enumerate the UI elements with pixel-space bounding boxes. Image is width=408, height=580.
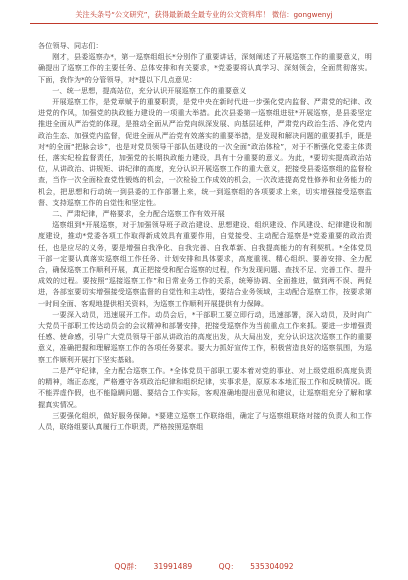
footer-qq-label: QQ： xyxy=(218,562,239,571)
footer-qq-group-value: 31991489 xyxy=(153,562,193,571)
paragraph: 二、严肃纪律，严格要求，全力配合巡察工作有效开展 xyxy=(52,209,225,219)
header-banner-text: 关注头条号“公文研究”，获得最新最全最专业的公文资料库！ 微信：gongwenyj xyxy=(75,10,333,19)
document-body xyxy=(38,40,372,552)
paragraph: 三要强化组织，做好服务保障。*要建立巡察工作联络组，确定了与巡察组联络对接的负责人和工作人员，联络组要认真履行工作职责，严格按照巡察组 xyxy=(38,410,372,431)
paragraph: 二是严守纪律，全力配合巡察工作。*全体党员干部职工要本着对党的事业、对上级党组织高度负责的精神，端正态度，严格遵守各项政治纪律和组织纪律，实事求是，原原本本地汇报工作和反映情况。既不能弄虚作假，也不能隐瞒问题、要结合工作实际，客观准确地提出意见和建议，让巡察组充分了解和掌握真实情况。 xyxy=(38,365,372,409)
footer-qq-group xyxy=(108,562,198,571)
paragraph: 一要深入动员，迅速展开工作。动员会后，*干部职工要立即行动，迅速部署，深入动员，及时向广大党员干部职工传达动员会的会议精神和部署安排，把接受巡察作为当前重点工作来抓。要进一步增强责任感、使命感，引导广大党员领导干部从讲政治的高度出发，从大局出发，充分认识这次巡察工作的重要意义，准确把握和理解巡察工作的各项任务要求。要大力抓好宣传工作，积极营造良好的巡察氛围，为巡察工作顺利开展打下坚实基础。 xyxy=(38,309,372,364)
footer-qq-group-label: QQ群： xyxy=(114,562,142,571)
footer-contact xyxy=(0,561,408,572)
footer-qq xyxy=(213,562,300,571)
header-banner xyxy=(30,10,378,24)
salutation: 各位领导、同志们： xyxy=(38,41,103,50)
paragraph: 巡察组到*开展巡察，对于加强领导班子政治建设、思想建设、组织建设、作风建设、纪律建设和制度建设，推动*党委各项工作取得新成效具有重要作用，自觉接受、主动配合巡察是*党委重要的政治责任，也是应尽的义务，要是增强自我净化、自我完善、自我革新、自我提高能力的有利契机。*全体党员干部一定要认真落实巡察组工作任务、计划安排和具体要求，高度重视、精心组织、要善安排、全力配合，确保巡察工作顺利开展，真正把接受和配合巡察的过程，作为发现问题、查找不足、完善工作、提升成效的过程。要按照“巡接巡察工作”和日常业务工作的关系，统筹协调、全面推进，做到两不误、两促进，各部室要切实增强接受巡察监督的自觉性和主动性，要结合业务领域，主动配合巡察工作，按要求第一时间全面、客观地提供相关资料，为巡察工作顺利开展提供有力保障。 xyxy=(38,220,372,308)
paragraph: 刚才，县委巡察办*，第一巡察组组长*分别作了重要讲话，深刻阐述了开展巡察工作的重要意义，明确提出了巡察工作的主要任务、总体安排和有关要求，*党委要将认真学习、深刻领会，全面贯彻落实。下面，我作为*的分管领导，对*提以下几点意见： xyxy=(38,52,372,84)
paragraph: 一、统一思想，提高站位，充分认识开展巡察工作的重要意义 xyxy=(52,85,247,95)
footer-qq-value: 535304092 xyxy=(250,562,294,571)
paragraph: 开展巡察工作，是党章赋予的重要职责，是党中央在新时代进一步强化党内监督、严肃党的纪律、改进党的作风，加强党的执政能力建设的一项重大举措。此次县委第一巡察组进驻*开展巡察，是县委坚定推进全面从严治党的体现，是推动全面从严治党向纵深发展、向基层延伸，严肃党内政治生活、净化党内政治生态、加强党内监督，促进全面从严治党有效落实的重要举措，是发现和解决问题的重要抓手，既是对*的全面“把脉会诊”，也是对党员领导干部队伍建设的一次全面“政治体检”，对于不断强化党委主体责任，落实纪检监督责任，加强党的长期执政能力建设，具有十分重要的意义。为此，*要切实提高政治站位，从讲政治、讲规矩、讲纪律的高度，充分认识开展巡察工作的重大意义，把接受县委巡察组的监督检查，当作一次全面检查党性锻炼的机会，一次检验工作成效的机会，一次改进提高党性修养和业务能力的机会，把思想和行动统一到县委的工作部署上来，统一到巡察组的各项要求上来，切实增强接受巡察监督、支持巡察工作的自觉性和坚定性。 xyxy=(38,97,372,207)
